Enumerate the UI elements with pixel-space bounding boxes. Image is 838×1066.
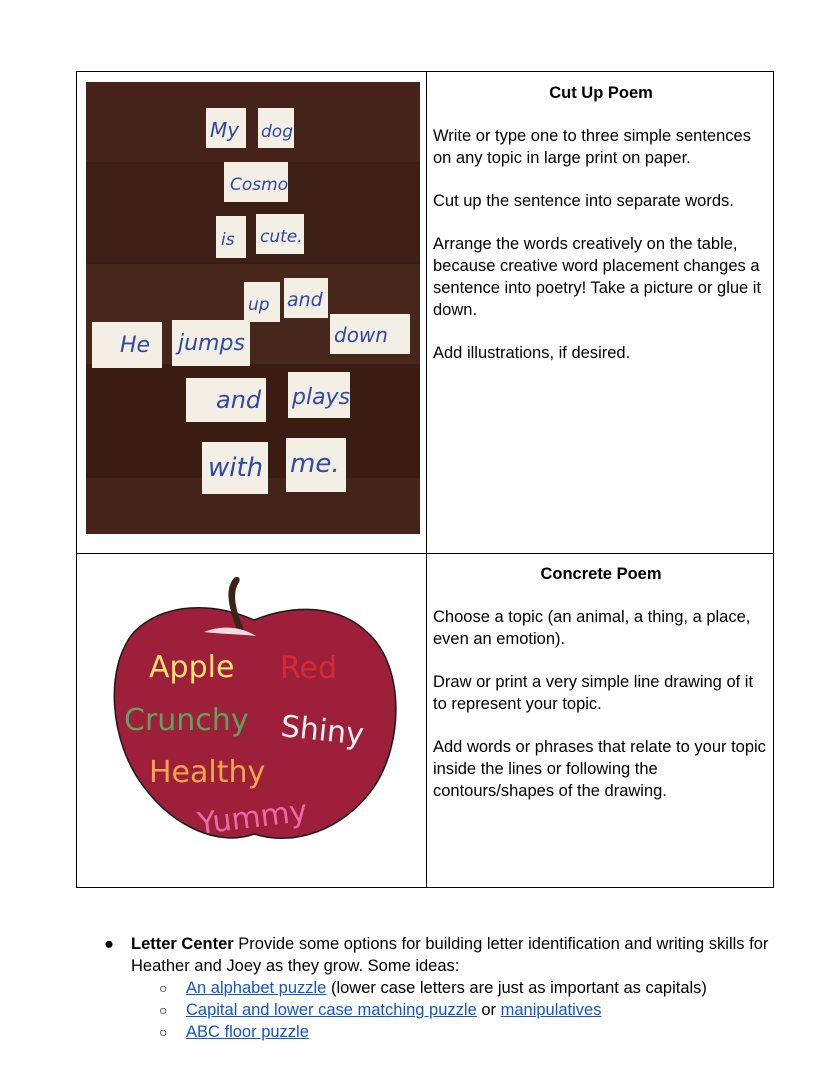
concrete-poem-title: Concrete Poem — [540, 565, 662, 583]
circle-bullet-icon: ○ — [159, 1024, 168, 1040]
cut-up-poem-title: Cut Up Poem — [549, 84, 653, 102]
photo-word: and — [287, 289, 323, 311]
paragraph: Choose a topic (an animal, a thing, a place, even an emotion). — [433, 608, 751, 648]
paragraph: Add words or phrases that relate to your topic inside the lines or following the contours/shapes of the drawing. — [433, 738, 766, 800]
circle-bullet-icon: ○ — [159, 980, 168, 996]
photo-word: jumps — [178, 331, 245, 356]
manipulatives-link[interactable]: manipulatives — [500, 1001, 602, 1019]
concrete-poem-description — [433, 563, 769, 823]
photo-word: and — [216, 386, 262, 414]
photo-word: up — [248, 295, 270, 315]
photo-word: with — [208, 453, 264, 483]
letter-center-text: Provide some options for building letter identification and writing skills for Heather and Joey as they grow. Some ideas: — [131, 935, 769, 975]
apple-word: Healthy — [149, 755, 266, 790]
apple-word: Yummy — [195, 793, 310, 842]
column-divider — [426, 72, 427, 887]
activity-table — [76, 71, 774, 888]
cut-up-poem-description — [433, 82, 769, 385]
abc-floor-puzzle-link[interactable]: ABC floor puzzle — [186, 1023, 309, 1041]
photo-word: He — [120, 333, 151, 358]
photo-word: down — [334, 323, 388, 347]
alphabet-puzzle-link[interactable]: An alphabet puzzle — [186, 979, 327, 997]
row-divider — [77, 553, 773, 554]
matching-puzzle-link[interactable]: Capital and lower case matching puzzle — [186, 1001, 477, 1019]
apple-concrete-poem-drawing — [104, 572, 404, 862]
cut-up-poem-photo — [86, 82, 420, 534]
photo-word: Cosmo — [230, 175, 289, 195]
photo-word: is — [221, 230, 235, 250]
photo-word: plays — [292, 385, 351, 410]
photo-word: cute. — [260, 227, 303, 247]
apple-word: Crunchy — [124, 703, 249, 738]
photo-word: me. — [290, 449, 340, 479]
photo-word: dog — [261, 122, 293, 142]
paragraph: Draw or print a very simple line drawing of it to represent your topic. — [433, 673, 754, 713]
apple-word: Shiny — [279, 709, 366, 753]
paragraph: Write or type one to three simple sentences on any topic in large print on paper. — [433, 127, 751, 167]
photo-word: My — [210, 118, 240, 142]
letter-center-heading: Letter Center — [131, 935, 234, 953]
paragraph: Cut up the sentence into separate words. — [433, 192, 734, 210]
paragraph: Arrange the words creatively on the table, because creative word placement changes a sentence into poetry! Take a picture or glue it down. — [433, 235, 762, 319]
item-text: or — [476, 1001, 501, 1019]
paragraph: Add illustrations, if desired. — [433, 344, 631, 362]
item-text: (lower case letters are just as important as capitals) — [326, 979, 707, 997]
circle-bullet-icon: ○ — [159, 1002, 168, 1018]
apple-word: Red — [280, 651, 337, 686]
bullet-icon: ● — [104, 935, 114, 953]
apple-word: Apple — [149, 650, 235, 685]
letter-center-item — [131, 933, 781, 977]
